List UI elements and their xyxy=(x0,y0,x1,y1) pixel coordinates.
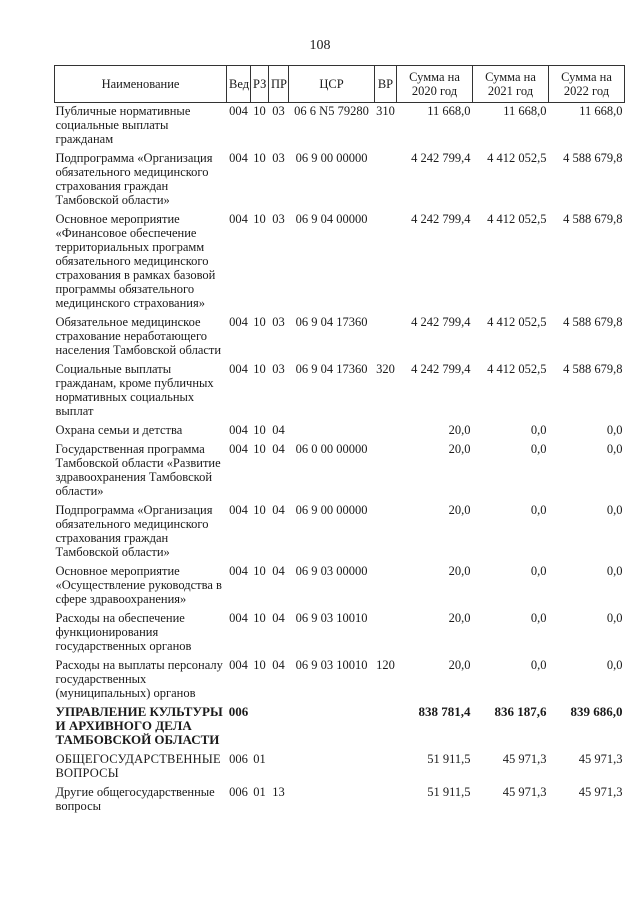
cell-ved: 004 xyxy=(229,564,248,578)
cell-pr: 04 xyxy=(272,658,285,672)
cell-sum-2021: 4 412 052,5 xyxy=(487,315,547,329)
cell-ved: 004 xyxy=(229,658,248,672)
cell-pr: 04 xyxy=(272,564,285,578)
cell-vr xyxy=(375,751,397,784)
cell-csr xyxy=(289,751,375,784)
cell-sum-2020: 20,0 xyxy=(448,658,471,672)
cell-sum-2022: 0,0 xyxy=(606,658,623,672)
cell-pr xyxy=(269,751,289,784)
cell-vr xyxy=(375,784,397,817)
cell-sum-2022: 45 971,3 xyxy=(578,752,623,766)
header-rz: РЗ xyxy=(251,66,269,103)
cell-sum-2021: 0,0 xyxy=(530,503,547,517)
cell-csr xyxy=(289,704,375,751)
cell-sum-2021: 0,0 xyxy=(530,564,547,578)
cell-csr: 06 0 00 00000 xyxy=(295,442,368,456)
cell-vr: 320 xyxy=(376,362,395,376)
cell-csr: 06 9 04 00000 xyxy=(295,212,368,226)
cell-csr: 06 9 03 10010 xyxy=(295,658,368,672)
cell-ved: 006 xyxy=(228,704,249,719)
cell-rz xyxy=(251,704,269,751)
cell-sum-2020: 4 242 799,4 xyxy=(411,362,471,376)
cell-sum-2022: 0,0 xyxy=(606,611,623,625)
table-row xyxy=(55,150,625,211)
cell-sum-2021: 11 668,0 xyxy=(503,104,547,118)
table-row xyxy=(55,103,625,151)
cell-sum-2020: 51 911,5 xyxy=(427,752,471,766)
cell-pr: 03 xyxy=(272,212,285,226)
cell-vr xyxy=(375,150,397,211)
cell-name: Публичные нормативные социальные выплаты гражданам xyxy=(55,104,191,146)
cell-name: Охрана семьи и детства xyxy=(55,423,183,437)
cell-rz: 10 xyxy=(253,423,266,437)
cell-name: Обязательное медицинское страхование неработающего населения Тамбовской области xyxy=(55,315,222,357)
table-row xyxy=(55,361,625,422)
cell-vr xyxy=(375,211,397,314)
cell-name: Основное мероприятие «Осуществление руководства в сфере здравоохранения» xyxy=(55,564,222,606)
cell-rz: 10 xyxy=(253,362,266,376)
cell-sum-2022: 4 588 679,8 xyxy=(563,315,623,329)
cell-sum-2020: 4 242 799,4 xyxy=(411,212,471,226)
cell-pr xyxy=(269,704,289,751)
header-ved: Вед xyxy=(227,66,251,103)
cell-vr xyxy=(375,422,397,441)
cell-name: ОБЩЕГОСУДАРСТВЕННЫЕ ВОПРОСЫ xyxy=(55,752,221,780)
table-row xyxy=(55,657,625,704)
table-body xyxy=(55,103,625,818)
table-row xyxy=(55,784,625,817)
cell-vr xyxy=(375,610,397,657)
cell-rz: 10 xyxy=(253,212,266,226)
cell-ved: 006 xyxy=(229,785,248,799)
header-pr: ПР xyxy=(269,66,289,103)
header-sum-2020: Сумма на 2020 год xyxy=(397,66,473,103)
table-row xyxy=(55,211,625,314)
cell-csr: 06 9 03 10010 xyxy=(295,611,368,625)
cell-csr xyxy=(289,422,375,441)
cell-vr: 120 xyxy=(376,658,395,672)
table-header-row xyxy=(55,66,625,103)
cell-rz: 10 xyxy=(253,611,266,625)
header-sum-2022: Сумма на 2022 год xyxy=(549,66,625,103)
cell-pr: 04 xyxy=(272,611,285,625)
cell-csr: 06 9 04 17360 xyxy=(295,315,368,329)
cell-vr: 310 xyxy=(376,104,395,118)
cell-sum-2022: 45 971,3 xyxy=(578,785,623,799)
cell-sum-2021: 4 412 052,5 xyxy=(487,212,547,226)
cell-sum-2021: 4 412 052,5 xyxy=(487,362,547,376)
cell-sum-2021: 0,0 xyxy=(530,442,547,456)
table-row xyxy=(55,751,625,784)
cell-name: Расходы на выплаты персоналу государственных (муниципальных) органов xyxy=(55,658,223,700)
cell-sum-2022: 4 588 679,8 xyxy=(563,151,623,165)
cell-pr: 03 xyxy=(272,104,285,118)
cell-pr: 03 xyxy=(272,315,285,329)
cell-name: Социальные выплаты гражданам, кроме публичных нормативных социальных выплат xyxy=(55,362,214,418)
cell-pr: 04 xyxy=(272,503,285,517)
cell-csr xyxy=(289,784,375,817)
cell-ved: 004 xyxy=(229,315,248,329)
cell-csr: 06 9 00 00000 xyxy=(295,503,368,517)
cell-sum-2020: 51 911,5 xyxy=(427,785,471,799)
cell-sum-2021: 4 412 052,5 xyxy=(487,151,547,165)
cell-name: УПРАВЛЕНИЕ КУЛЬТУРЫ И АРХИВНОГО ДЕЛА ТАМБОВСКОЙ ОБЛАСТИ xyxy=(55,704,223,747)
table-row xyxy=(55,441,625,502)
cell-sum-2022: 11 668,0 xyxy=(579,104,623,118)
cell-csr: 06 6 N5 79280 xyxy=(294,104,369,118)
cell-csr: 06 9 00 00000 xyxy=(295,151,368,165)
cell-sum-2020: 4 242 799,4 xyxy=(411,151,471,165)
cell-sum-2021: 0,0 xyxy=(530,658,547,672)
cell-name: Государственная программа Тамбовской области «Развитие здравоохранения Тамбовской области» xyxy=(55,442,221,498)
cell-sum-2020: 20,0 xyxy=(448,503,471,517)
cell-rz: 10 xyxy=(253,503,266,517)
cell-vr xyxy=(375,502,397,563)
cell-vr xyxy=(375,441,397,502)
header-vr: ВР xyxy=(375,66,397,103)
cell-sum-2022: 4 588 679,8 xyxy=(563,362,623,376)
cell-rz: 10 xyxy=(253,564,266,578)
cell-rz: 10 xyxy=(253,442,266,456)
cell-sum-2021: 45 971,3 xyxy=(502,752,547,766)
cell-vr xyxy=(375,704,397,751)
cell-sum-2021: 0,0 xyxy=(530,611,547,625)
cell-sum-2020: 838 781,4 xyxy=(418,704,471,719)
table-row xyxy=(55,314,625,361)
cell-ved: 004 xyxy=(229,151,248,165)
cell-vr xyxy=(375,563,397,610)
cell-rz: 10 xyxy=(253,658,266,672)
cell-name: Другие общегосударственные вопросы xyxy=(55,785,215,813)
cell-ved: 004 xyxy=(229,611,248,625)
cell-sum-2021: 0,0 xyxy=(530,423,547,437)
cell-csr: 06 9 03 00000 xyxy=(295,564,368,578)
cell-ved: 004 xyxy=(229,212,248,226)
cell-pr: 03 xyxy=(272,362,285,376)
page-number: 108 xyxy=(309,38,331,53)
table-row xyxy=(55,610,625,657)
header-csr: ЦСР xyxy=(289,66,375,103)
header-name: Наименование xyxy=(55,66,227,103)
cell-name: Подпрограмма «Организация обязательного медицинского страхования граждан Тамбовской области» xyxy=(55,151,213,207)
cell-vr xyxy=(375,314,397,361)
table-row xyxy=(55,563,625,610)
cell-sum-2022: 0,0 xyxy=(606,423,623,437)
table-row xyxy=(55,502,625,563)
cell-rz: 10 xyxy=(253,104,266,118)
cell-sum-2020: 4 242 799,4 xyxy=(411,315,471,329)
cell-sum-2021: 45 971,3 xyxy=(502,785,547,799)
table-row xyxy=(55,704,625,751)
cell-name: Расходы на обеспечение функционирования государственных органов xyxy=(55,611,192,653)
cell-sum-2021: 836 187,6 xyxy=(494,704,547,719)
cell-sum-2022: 0,0 xyxy=(606,442,623,456)
cell-sum-2020: 20,0 xyxy=(448,423,471,437)
cell-sum-2022: 0,0 xyxy=(606,564,623,578)
cell-ved: 004 xyxy=(229,104,248,118)
cell-sum-2020: 20,0 xyxy=(448,564,471,578)
cell-ved: 004 xyxy=(229,503,248,517)
header-sum-2021: Сумма на 2021 год xyxy=(473,66,549,103)
cell-ved: 004 xyxy=(229,423,248,437)
cell-name: Подпрограмма «Организация обязательного медицинского страхования граждан Тамбовской области» xyxy=(55,503,213,559)
cell-pr: 03 xyxy=(272,151,285,165)
cell-sum-2020: 20,0 xyxy=(448,611,471,625)
cell-rz: 01 xyxy=(253,785,266,799)
cell-pr: 04 xyxy=(272,423,285,437)
budget-table xyxy=(54,65,625,817)
cell-pr: 04 xyxy=(272,442,285,456)
cell-sum-2022: 4 588 679,8 xyxy=(563,212,623,226)
cell-sum-2020: 11 668,0 xyxy=(427,104,471,118)
cell-rz: 10 xyxy=(253,151,266,165)
cell-sum-2022: 0,0 xyxy=(606,503,623,517)
cell-ved: 004 xyxy=(229,442,248,456)
table-row xyxy=(55,422,625,441)
cell-name: Основное мероприятие «Финансовое обеспечение территориальных программ обязательного медицинского страхования в рамках базовой программы обязательного медицинского страхования» xyxy=(55,212,216,310)
cell-sum-2022: 839 686,0 xyxy=(570,704,623,719)
cell-csr: 06 9 04 17360 xyxy=(295,362,368,376)
cell-ved: 006 xyxy=(229,752,248,766)
cell-pr: 13 xyxy=(272,785,285,799)
cell-sum-2020: 20,0 xyxy=(448,442,471,456)
cell-rz: 10 xyxy=(253,315,266,329)
cell-ved: 004 xyxy=(229,362,248,376)
cell-rz: 01 xyxy=(253,752,266,766)
